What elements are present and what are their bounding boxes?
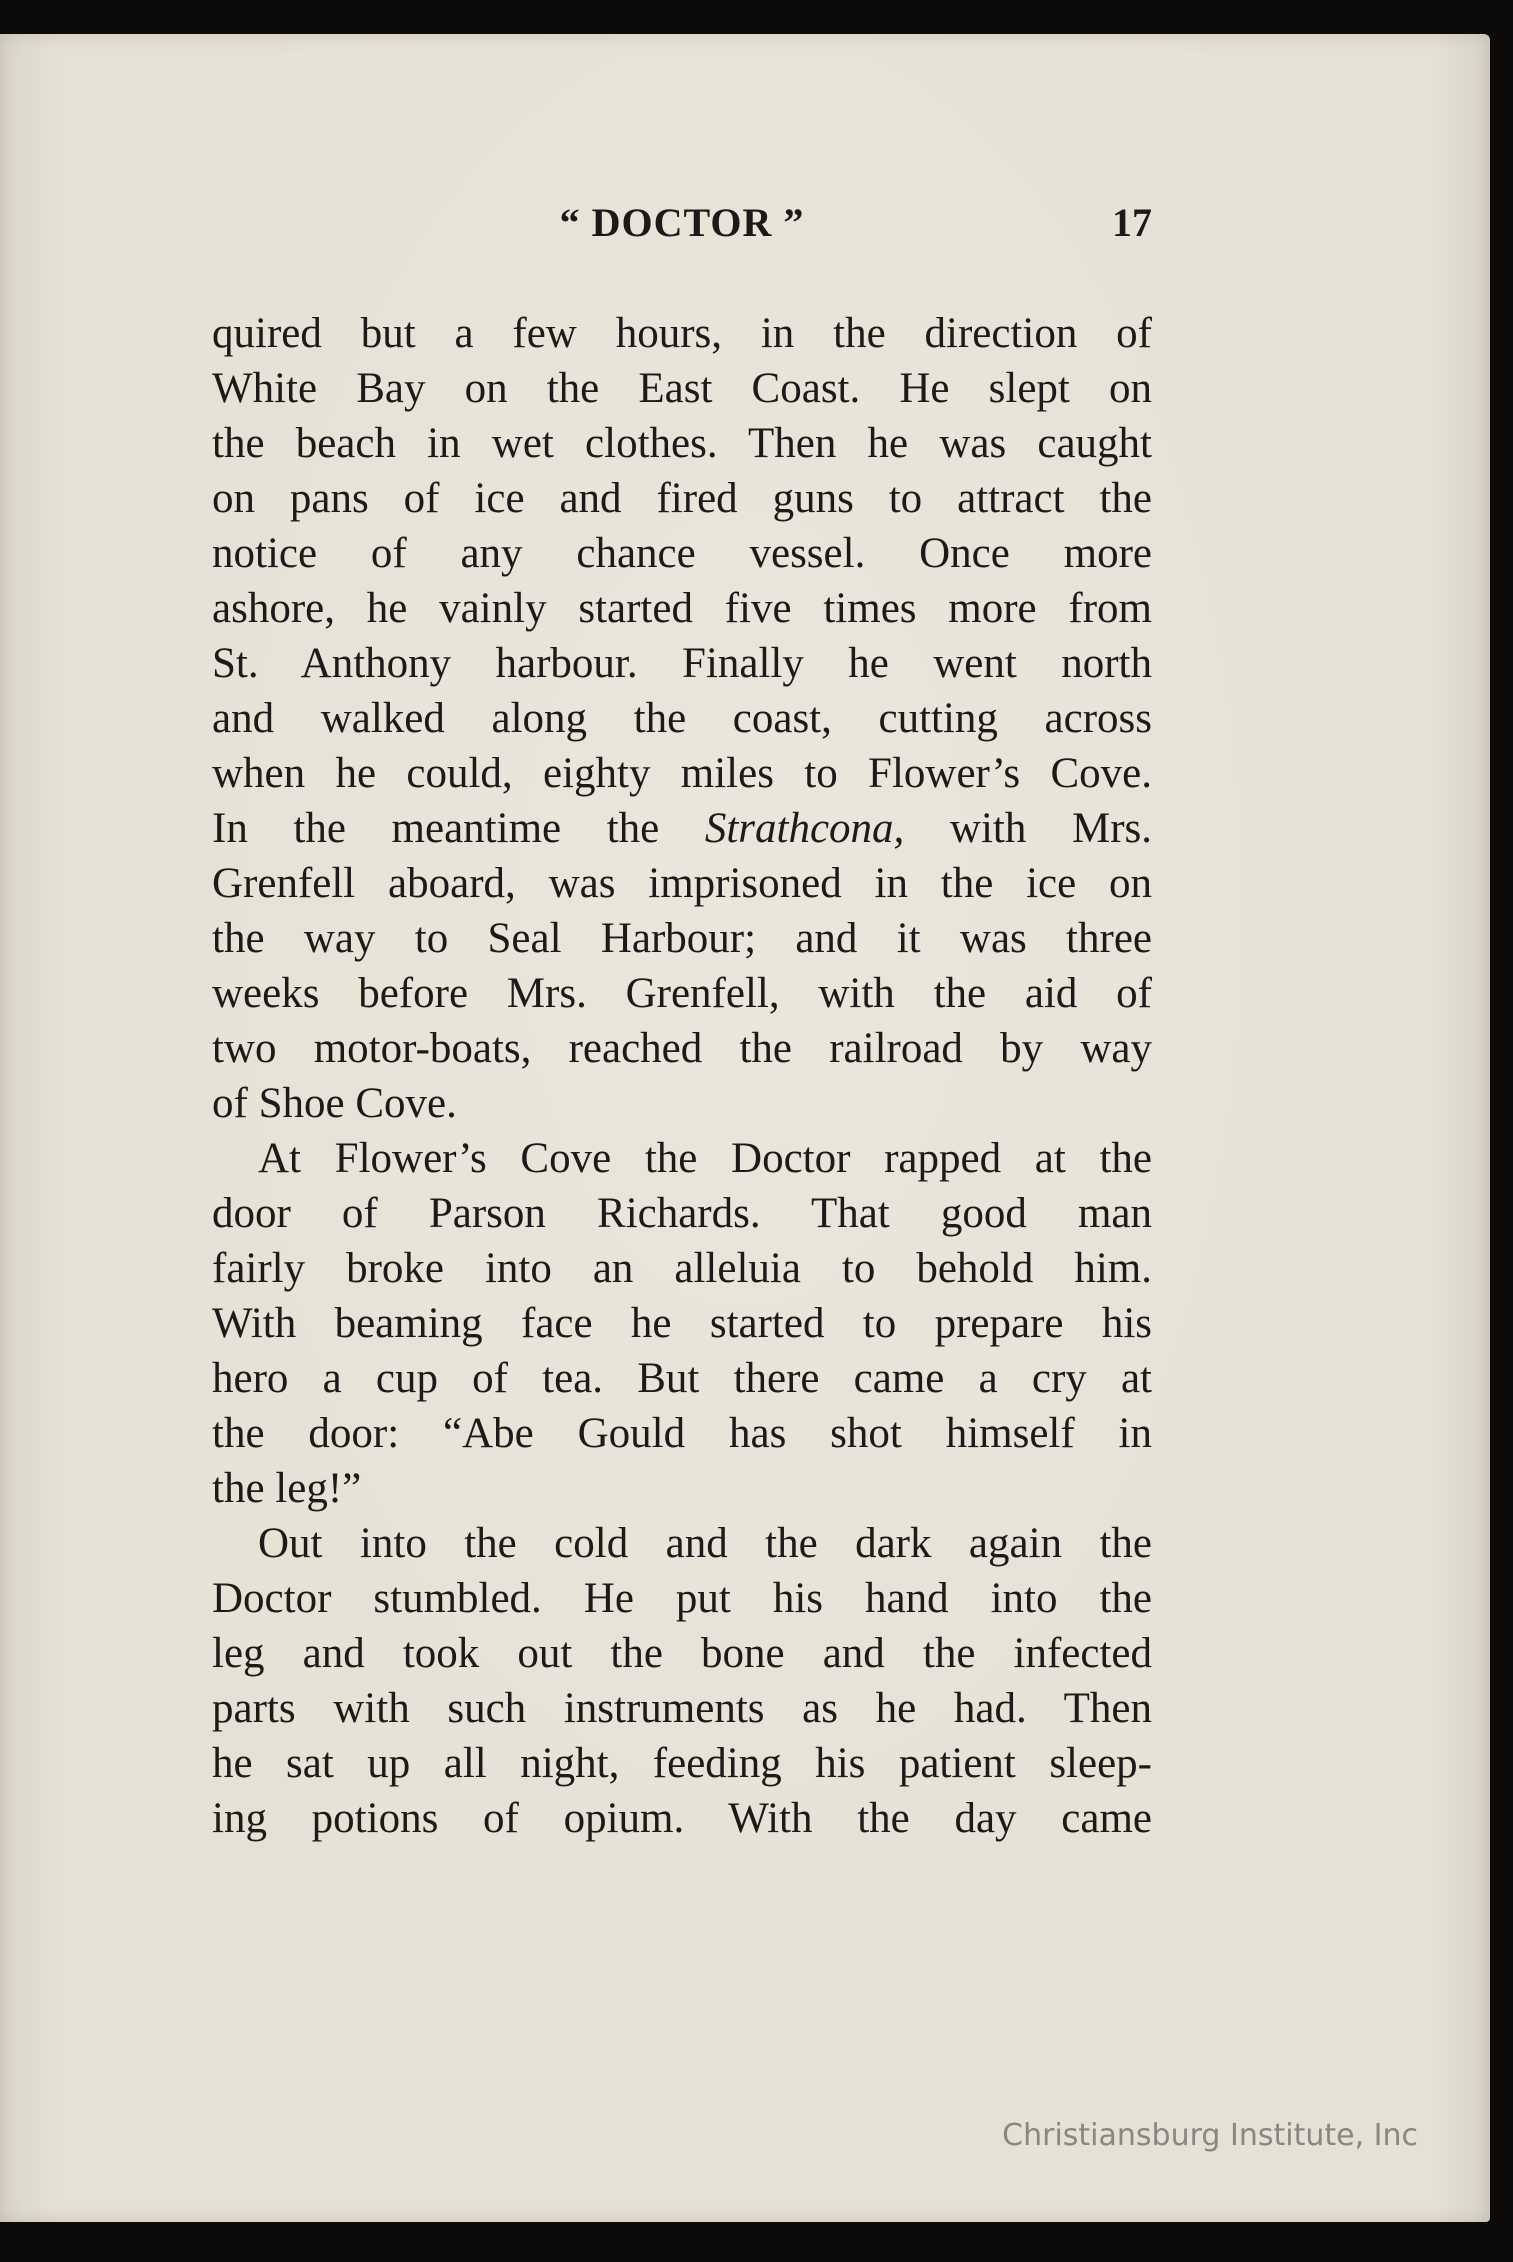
text-line: parts with such instruments as he had. Then [212, 1685, 1152, 1732]
text-line: two motor-boats, reached the railroad by way [212, 1025, 1152, 1072]
text-line: White Bay on the East Coast. He slept on [212, 365, 1152, 412]
text-line: the beach in wet clothes. Then he was caught [212, 420, 1152, 467]
text-fragment: In the meantime the [212, 805, 705, 852]
text-fragment: with Mrs. [904, 805, 1152, 852]
text-line: the way to Seal Harbour; and it was three [212, 915, 1152, 962]
paragraph-1 [212, 306, 1152, 1131]
text-line: Grenfell aboard, was imprisoned in the ice on [212, 860, 1152, 907]
text-line: ing potions of opium. With the day came [212, 1795, 1152, 1842]
text-line: notice of any chance vessel. Once more [212, 530, 1152, 577]
text-line: fairly broke into an alleluia to behold him. [212, 1245, 1152, 1292]
text-line: Doctor stumbled. He put his hand into the [212, 1575, 1152, 1622]
text-line: of Shoe Cove. [212, 1080, 457, 1127]
text-line: St. Anthony harbour. Finally he went north [212, 640, 1152, 687]
body-text [212, 306, 1152, 1846]
text-line: he sat up all night, feeding his patient sleep- [212, 1740, 1152, 1787]
text-line: on pans of ice and fired guns to attract the [212, 475, 1152, 522]
running-title: “ DOCTOR ” [559, 200, 805, 245]
page-number: 17 [1112, 200, 1152, 245]
text-line: quired but a few hours, in the direction of [212, 310, 1152, 357]
text-line: Out into the cold and the dark again the [258, 1520, 1152, 1567]
text-line: the door: “Abe Gould has shot himself in [212, 1410, 1152, 1457]
text-line: At Flower’s Cove the Doctor rapped at the [258, 1135, 1152, 1182]
ship-name: Strathcona, [704, 805, 905, 852]
text-line: door of Parson Richards. That good man [212, 1190, 1152, 1237]
text-line: and walked along the coast, cutting across [212, 695, 1152, 742]
book-page [0, 34, 1490, 2222]
text-line: weeks before Mrs. Grenfell, with the aid of [212, 970, 1152, 1017]
text-line: when he could, eighty miles to Flower’s Cove. [212, 750, 1152, 797]
text-line-with-ship-name [212, 801, 1152, 856]
paragraph-2 [212, 1131, 1152, 1516]
watermark: Christiansburg Institute, Inc [1002, 2118, 1418, 2153]
text-line: ashore, he vainly started five times more from [212, 585, 1152, 632]
running-head [212, 199, 1152, 259]
text-line: hero a cup of tea. But there came a cry at [212, 1355, 1152, 1402]
text-line: With beaming face he started to prepare his [212, 1300, 1152, 1347]
text-line: the leg!” [212, 1465, 362, 1512]
text-line: leg and took out the bone and the infected [212, 1630, 1152, 1677]
paragraph-3 [212, 1516, 1152, 1846]
